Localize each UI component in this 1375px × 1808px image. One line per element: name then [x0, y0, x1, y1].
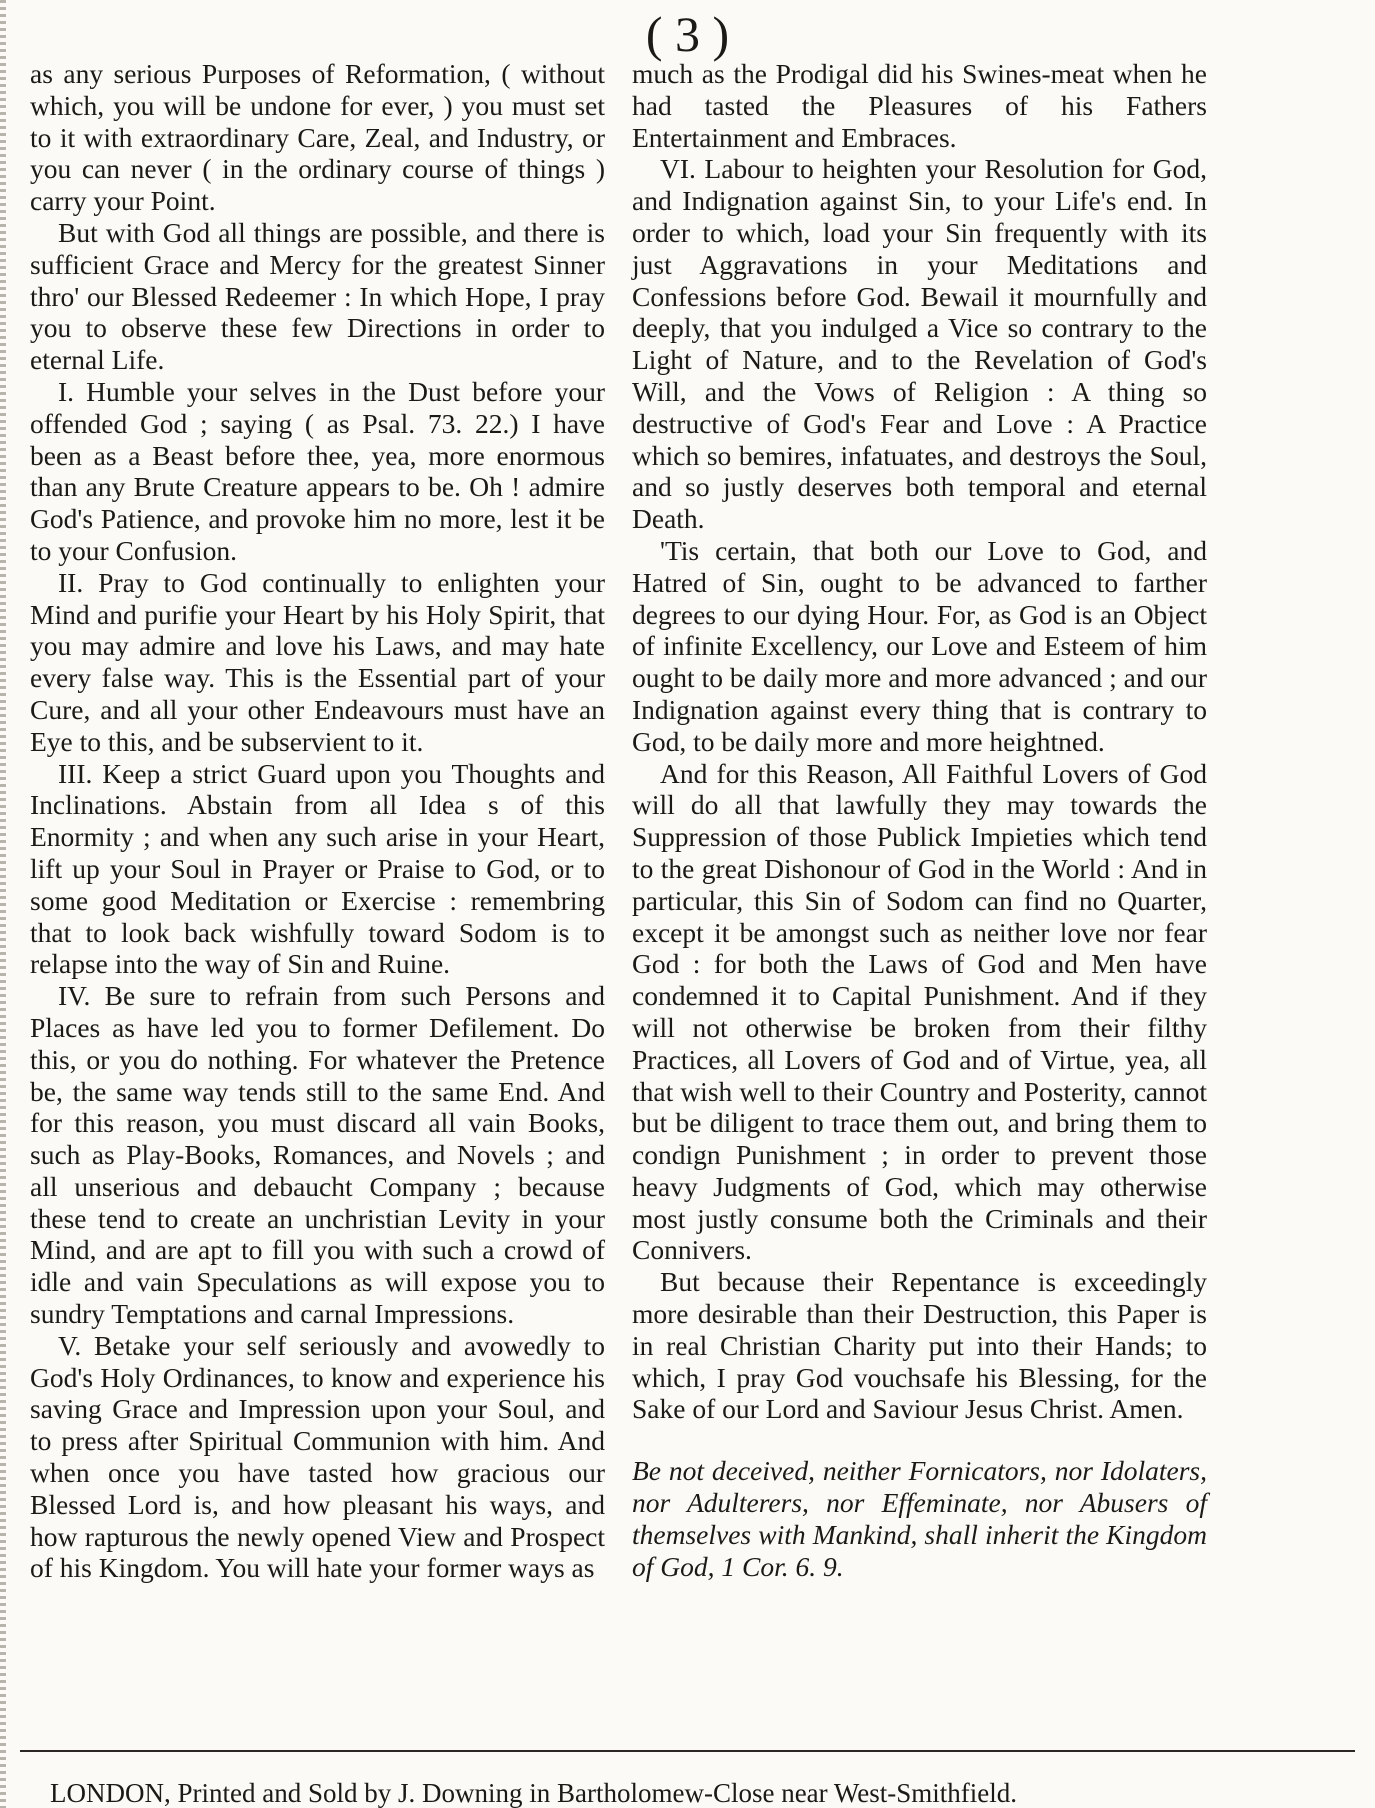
paragraph: as any serious Purposes of Reformation, ( without which, you will be undone for ever, ) you must set to it with extraordinary Care, Zeal, and Industry, or you can never ( in the ordinary course of things ) carry your Point. — [30, 58, 605, 217]
imprint-line: LONDON, Printed and Sold by J. Downing in Bartholomew-Close near West-Smithfield. — [50, 1778, 1017, 1808]
right-column — [632, 58, 1207, 1582]
footer-rule — [20, 1750, 1355, 1752]
paragraph: But with God all things are possible, and there is sufficient Grace and Mercy for the greatest Sinner thro' our Blessed Redeemer : In which Hope, I pray you to observe these few Directions in order to eternal Life. — [30, 216, 605, 376]
paragraph: much as the Prodigal did his Swines-meat when he had tasted the Pleasures of his Fathers Entertainment and Embraces. — [632, 58, 1207, 153]
paragraph: And for this Reason, All Faithful Lovers of God will do all that lawfully they may towards the Suppression of those Publick Impieties which tend to the great Dishonour of God in the World : And in particular, this Sin of Sodom can find no Quarter, except it be amongst such as neither love nor fear God : for both the Laws of God and Men have condemned it to Capital Punishment. And if they will not otherwise be broken from their filthy Practices, all Lovers of God and of Virtue, yea, all that wish well to their Country and Posterity, cannot but be diligent to trace them out, and bring them to condign Punishment ; in order to prevent those heavy Judgments of God, which may otherwise most justly consume both the Criminals and their Connivers. — [632, 757, 1207, 1266]
direction-6: VI. Labour to heighten your Resolution for God, and Indignation against Sin, to your Life's end. In order to which, load your Sin frequently with its just Aggravations in your Meditations and Confessions before God. Bewail it mournfully and deeply, that you indulged a Vice so contrary to the Light of Nature, and to the Revelation of God's Will, and the Vows of Religion : A thing so destructive of God's Fear and Love : A Practice which so bemires, infatuates, and destroys the Soul, and so justly deserves both temporal and eternal Death. — [632, 153, 1207, 535]
left-column — [30, 58, 605, 1584]
scripture-epigraph: Be not deceived, neither Fornicators, nor Idolaters, nor Adulterers, nor Effeminate, nor Abusers of themselves with Mankind, shall inherit the Kingdom of God, 1 Cor. 6. 9. — [632, 1455, 1207, 1582]
direction-2: II. Pray to God continually to enlighten your Mind and purifie your Heart by his Holy Spirit, that you may admire and love his Laws, and may hate every false way. This is the Essential part of your Cure, and all your other Endeavours must have an Eye to this, and be subservient to it. — [30, 566, 605, 757]
direction-5: V. Betake your self seriously and avowedly to God's Holy Ordinances, to know and experience his saving Grace and Impression upon your Soul, and to press after Spiritual Communion with him. And when once you have tasted how gracious our Blessed Lord is, and how pleasant his ways, and how rapturous the newly opened View and Prospect of his Kingdom. You will hate your former ways as — [30, 1329, 605, 1584]
closing-paragraph: But because their Repentance is exceedingly more desirable than their Destruction, this Paper is in real Christian Charity put into their Hands; to which, I pray God vouchsafe his Blessing, for the Sake of our Lord and Saviour Jesus Christ. Amen. — [632, 1266, 1207, 1425]
page-edge-binding — [0, 0, 6, 1808]
direction-4: IV. Be sure to refrain from such Persons and Places as have led you to former Defilement. Do this, or you do nothing. For whatever the Pretence be, the same way tends still to the same End. And for this reason, you must discard all vain Books, such as Play-Books, Romances, and Novels ; and all unserious and debaucht Company ; because these tend to create an unchristian Levity in your Mind, and are apt to fill you with such a crowd of idle and vain Speculations as will expose you to sundry Temptations and carnal Impressions. — [30, 980, 605, 1330]
page-number: ( 3 ) — [645, 6, 730, 62]
paragraph: 'Tis certain, that both our Love to God, and Hatred of Sin, ought to be advanced to farther degrees to our dying Hour. For, as God is an Object of infinite Excellency, our Love and Esteem of him ought to be daily more and more advanced ; and our Indignation against every thing that is contrary to God, to be daily more and more heightned. — [632, 534, 1207, 757]
direction-1: I. Humble your selves in the Dust before your offended God ; saying ( as Psal. 73. 22.) I have been as a Beast before thee, yea, more enormous than any Brute Creature appears to be. Oh ! admire God's Patience, and provoke him no more, lest it be to your Confusion. — [30, 375, 605, 566]
direction-3: III. Keep a strict Guard upon you Thoughts and Inclinations. Abstain from all Idea s of this Enormity ; and when any such arise in your Heart, lift up your Soul in Prayer or Praise to God, or to some good Meditation or Exercise : remembring that to look back wishfully toward Sodom is to relapse into the way of Sin and Ruine. — [30, 757, 605, 980]
